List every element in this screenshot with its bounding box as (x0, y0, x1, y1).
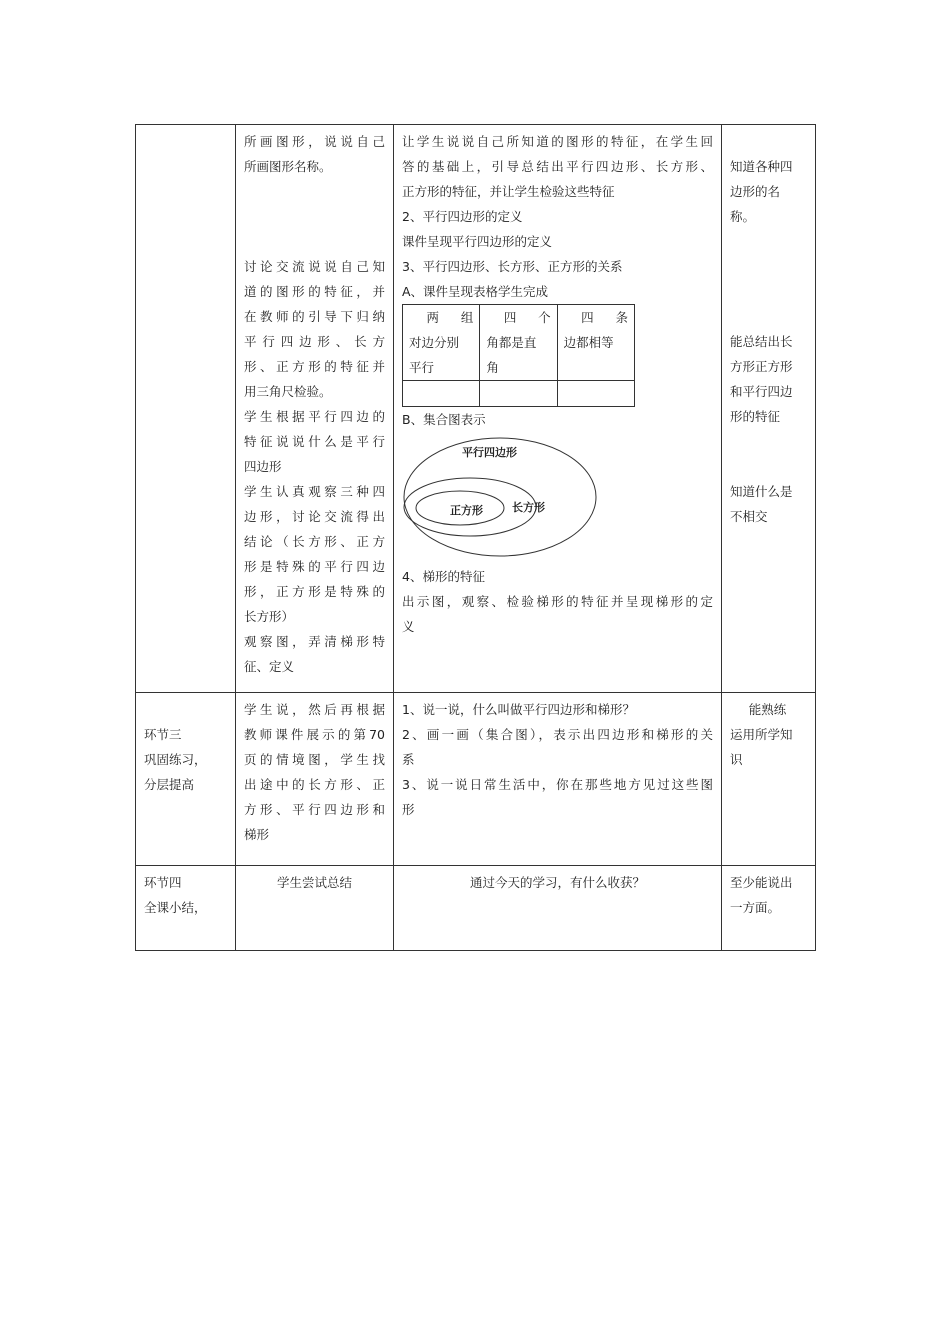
text-line: 义 (402, 619, 415, 634)
text-line: 学生尝试总结 (276, 875, 352, 890)
text-line: 3、说一说日常生活中，你在那些地方见过这些图 (402, 777, 713, 792)
text-line: 征、定义 (244, 659, 295, 674)
text-line: 识 (730, 752, 743, 767)
row1-goal-cell (722, 125, 816, 693)
text-line: 1、说一说，什么叫做平行四边形和梯形？ (402, 702, 635, 717)
text-line: A、课件呈现表格学生完成 (402, 284, 549, 299)
text-line: 学生根据平行四边的 (244, 409, 385, 424)
text-line: 页的情境图，学生找 (244, 752, 385, 767)
text-line: 形、正方形的特征并 (244, 359, 385, 374)
text-line: 长方形） (244, 609, 295, 624)
text-line: 形的特征 (730, 409, 781, 424)
text-line: 2、平行四边形的定义 (402, 209, 523, 224)
text-line: 方形、平行四边形和 (244, 802, 385, 817)
text-line: 边形的名 (730, 184, 781, 199)
row2-goal-cell (722, 693, 816, 866)
text-line: 所画图形名称。 (244, 159, 332, 174)
row1-stage-cell (136, 125, 236, 693)
text-line: B、集合图表示 (402, 412, 486, 427)
lesson-plan-table (135, 124, 816, 951)
row2-stage-cell (136, 693, 236, 866)
row1-teacher-activity-cell (394, 125, 722, 693)
text-line: 系 (402, 752, 415, 767)
text-line: 出示图，观察、检验梯形的特征并呈现梯形的定 (402, 594, 713, 609)
text-line: 能总结出长 (730, 334, 793, 349)
text-line: 学生认真观察三种四 (244, 484, 385, 499)
row2-student-activity-cell (236, 693, 394, 866)
text-line: 梯形 (244, 827, 270, 842)
row3-teacher-activity-cell (394, 866, 722, 951)
text-line: 4、梯形的特征 (402, 569, 485, 584)
text-line: 道的图形的特征，并 (244, 284, 385, 299)
text-line: 2、画一画（集合图），表示出四边形和梯形的关 (402, 727, 713, 742)
text-line: 边形，讨论交流得出 (244, 509, 385, 524)
text-line: 观察图，弄清梯形特 (244, 634, 385, 649)
row1-student-activity-cell (236, 125, 394, 693)
table-row (403, 305, 635, 381)
stage-subtitle: 全课小结， (144, 900, 207, 915)
set-diagram (402, 436, 602, 558)
features-header-parallel: 两 组 对边分别 平行 (403, 305, 480, 381)
text-line: 用三角尺检验。 (244, 384, 332, 399)
table-row (403, 381, 635, 407)
text-line: 在教师的引导下归纳 (244, 309, 385, 324)
row3-student-activity-cell (236, 866, 394, 951)
stage-title: 环节四 (144, 875, 182, 890)
parallelogram-label: 平行四边形 (462, 446, 517, 459)
features-table (402, 304, 635, 407)
text-line: 运用所学知 (730, 727, 793, 742)
text-line: 形，正方形是特殊的 (244, 584, 385, 599)
text-line: 课件呈现平行四边形的定义 (402, 234, 553, 249)
text-line: 学生说，然后再根据 (244, 702, 385, 717)
stage-subtitle: 巩固练习， (144, 752, 207, 767)
features-cell (403, 381, 480, 407)
text-line: 一方面。 (730, 900, 781, 915)
row3-goal-cell (722, 866, 816, 951)
row3-stage-cell (136, 866, 236, 951)
lesson-plan-sheet (135, 124, 815, 951)
text-line: 答的基础上，引导总结出平行四边形、长方形、 (402, 159, 713, 174)
text-line: 和平行四边 (730, 384, 793, 399)
features-header-right-angles: 四 个 角都是直 角 (480, 305, 557, 381)
stage-subtitle: 分层提高 (144, 777, 195, 792)
text-line: 通过今天的学习，有什么收获？ (469, 875, 645, 890)
table-row (136, 693, 816, 866)
text-line: 特征说说什么是平行 (244, 434, 385, 449)
text-line: 不相交 (730, 509, 768, 524)
text-line: 平行四边形、长方 (244, 334, 385, 349)
text-line: 称。 (730, 209, 756, 224)
text-line: 至少能说出 (730, 875, 793, 890)
text-line: 知道什么是 (730, 484, 793, 499)
row2-teacher-activity-cell (394, 693, 722, 866)
square-label: 正方形 (450, 504, 483, 517)
features-cell (480, 381, 557, 407)
text-line: 正方形的特征，并让学生检验这些特征 (402, 184, 615, 199)
text-line: 知道各种四 (730, 159, 793, 174)
text-line: 方形正方形 (730, 359, 793, 374)
text-line: 教师课件展示的第70 (244, 727, 385, 742)
stage-title: 环节三 (144, 727, 182, 742)
features-cell (557, 381, 634, 407)
rectangle-label: 长方形 (512, 501, 545, 514)
text-line: 形是特殊的平行四边 (244, 559, 385, 574)
text-line: 形 (402, 802, 415, 817)
table-row (136, 866, 816, 951)
text-line: 讨论交流说说自己知 (244, 259, 385, 274)
text-line: 结论（长方形、正方 (244, 534, 385, 549)
text-line: 能熟练 (748, 702, 787, 717)
features-header-equal-sides: 四 条 边都相等 (557, 305, 634, 381)
text-line: 四边形 (244, 459, 282, 474)
text-line: 出途中的长方形、正 (244, 777, 385, 792)
text-line: 3、平行四边形、长方形、正方形的关系 (402, 259, 623, 274)
table-row (136, 125, 816, 693)
text-line: 让学生说说自己所知道的图形的特征，在学生回 (402, 134, 713, 149)
text-line: 所画图形，说说自己 (244, 134, 385, 149)
